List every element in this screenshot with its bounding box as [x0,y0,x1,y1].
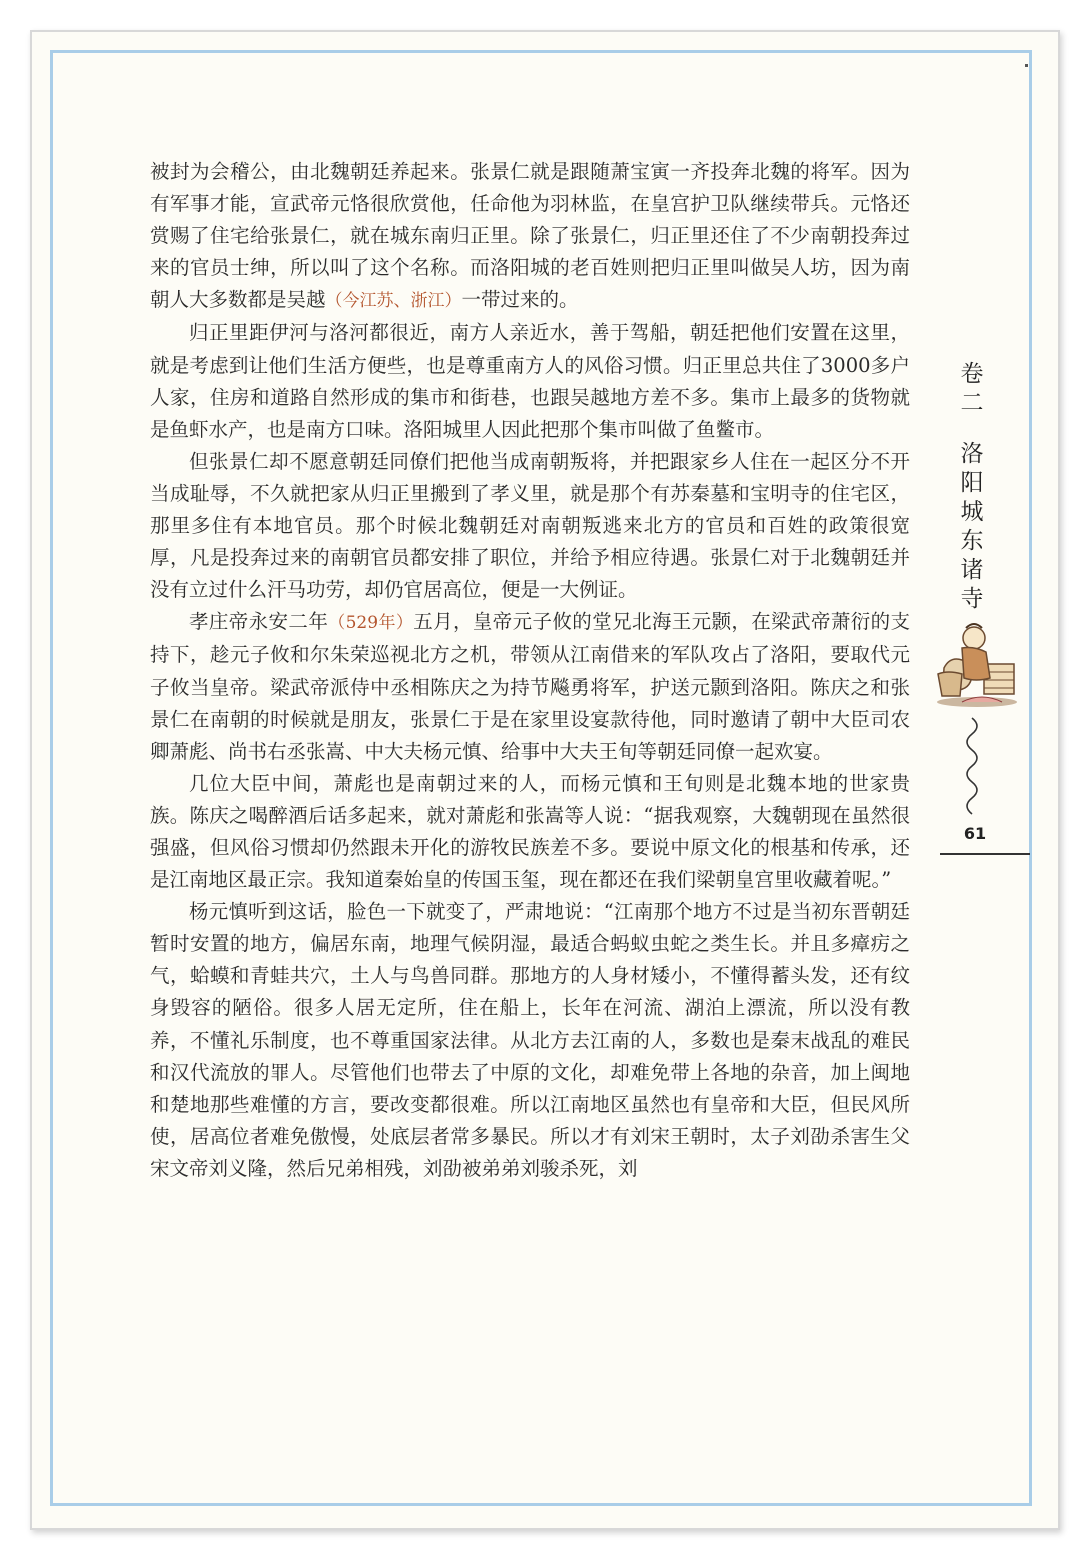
chapter-char: 东 [960,528,984,554]
paragraph-1: 被封为会稽公，由北魏朝廷养起来。张景仁就是跟随萧宝寅一齐投奔北魏的将军。因为有军事才能，宣武帝元恪很欣赏他，任命他为羽林监，在皇宫护卫队继续带兵。元恪还赏赐了住宅给张景仁，就在城东南归正里。除了张景仁，归正里还住了不少南朝投奔过来的官员士绅，所以叫了这个名称。而洛阳城的老百姓则把归正里叫做吴人坊，因为南朝人大多数都是吴越（今江苏、浙江）一带过来的。 [150,160,910,312]
paragraph-2: 归正里距伊河与洛河都很近，南方人亲近水，善于驾船，朝廷把他们安置在这里，就是考虑到让他们生活方便些，也是尊重南方人的风俗习惯。归正里总共住了3000多户人家，住房和道路自然形成的集市和街巷，也跟吴越地方差不多。集市上最多的货物就是鱼虾水产，也是南方口味。洛阳城里人因此把那个集市叫做了鱼鳖市。 [150,321,910,441]
chapter-char: 阳 [960,470,984,496]
running-head [952,360,992,614]
volume-char: 卷 [960,361,984,387]
chapter-char: 城 [960,499,984,525]
page-number-rule [940,853,1030,855]
paragraph-6: 杨元慎听到这话，脸色一下就变了，严肃地说：“江南那个地方不过是当初东晋朝廷暂时安置的地方，偏居东南，地理气候阴湿，最适合蚂蚁虫蛇之类生长。并且多瘴疠之气，蛤蟆和青蛙共穴，土人与鸟兽同群。那地方的人身材矮小，不懂得蓄头发，还有纹身毁容的陋俗。很多人居无定所，住在船上，长年在河流、湖泊上漂流，所以没有教养，不懂礼乐制度，也不尊重国家法律。从北方去江南的人，多数也是秦末战乱的难民和汉代流放的罪人。尽管他们也带去了中原的文化，却难免带上各地的杂音，加上闽地和楚地那些难懂的方言，要改变都很难。所以江南地区虽然也有皇帝和大臣，但民风所使，居高位者难免傲慢，处底层者常多暴民。所以才有刘宋王朝时，太子刘劭杀害生父宋文帝刘义隆，然后兄弟相残，刘劭被弟弟刘骏杀死，刘 [150,900,910,1180]
paragraph-3: 但张景仁却不愿意朝廷同僚们把他当成南朝叛将，并把跟家乡人住在一起区分不开当成耻辱，不久就把家从归正里搬到了孝义里，就是那个有苏秦墓和宝明寺的住宅区，那里多住有本地官员。那个时候北魏朝廷对南朝叛逃来北方的官员和百姓的政策很宽厚，凡是投奔过来的南朝官员都安排了职位，并给予相应待遇。张景仁对于北魏朝廷并没有立过什么汗马功劳，却仍官居高位，便是一大例证。 [150,449,910,602]
page-number: 61 [963,824,987,843]
corner-mark [1025,64,1028,67]
main-text [150,156,910,1185]
chapter-char: 洛 [960,441,984,467]
chapter-char: 寺 [960,586,984,612]
volume-char: 二 [960,390,984,416]
annotation-note: （529年） [328,613,414,634]
chapter-char: 诸 [960,557,984,583]
scholar-with-books-icon [932,616,1022,708]
annotation-note: （今江苏、浙江） [325,291,462,312]
wave-ornament-icon [958,716,986,820]
paragraph-4: 孝庄帝永安二年（529年）五月，皇帝元子攸的堂兄北海王元颢，在梁武帝萧衍的支持下，趁元子攸和尔朱荣巡视北方之机，带领从江南借来的军队攻占了洛阳，要取代元子攸当皇帝。梁武帝派侍中丞相陈庆之为持节飚勇将军，护送元颢到洛阳。陈庆之和张景仁在南朝的时候就是朋友，张景仁于是在家里设宴款待他，同时邀请了朝中大臣司农卿萧彪、尚书右丞张嵩、中大夫杨元慎、给事中大夫王旬等朝廷同僚一起欢宴。 [150,610,910,763]
paragraph-5: 几位大臣中间，萧彪也是南朝过来的人，而杨元慎和王旬则是北魏本地的世家贵族。陈庆之喝醉酒后话多起来，就对萧彪和张嵩等人说：“据我观察，大魏朝现在虽然很强盛，但风俗习惯却仍然跟未开化的游牧民族差不多。要说中原文化的根基和传承，还是江南地区最正宗。我知道秦始皇的传国玉玺，现在都还在我们梁朝皇宫里收藏着呢。” [150,771,910,892]
